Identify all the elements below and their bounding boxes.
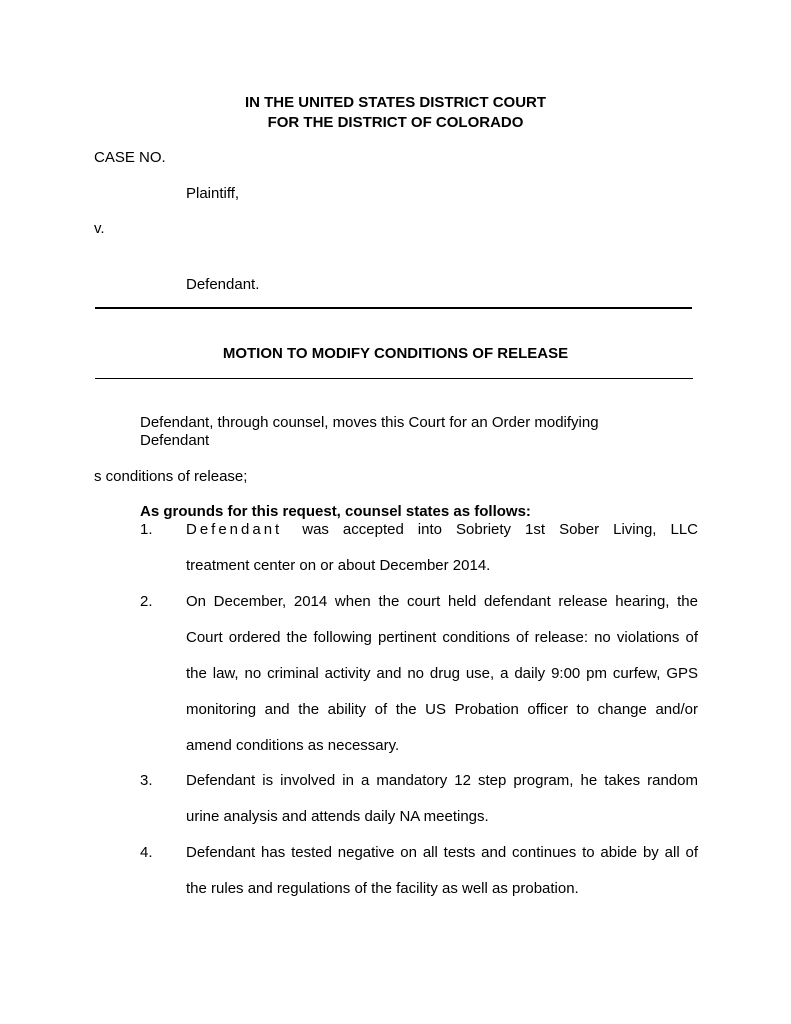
item-2-line-4: monitoring and the ability of the US Probation officer to change and/or — [186, 701, 698, 718]
item-3-line-1: Defendant is involved in a mandatory 12 step program, he takes random — [186, 772, 698, 789]
defendant-label: Defendant. — [186, 276, 260, 293]
intro-line-2: Defendant — [140, 432, 210, 449]
item-4-line-1: Defendant has tested negative on all tests and continues to abide by all of — [186, 844, 698, 861]
item-3-line-2: urine analysis and attends daily NA meetings. — [186, 808, 489, 825]
item-1-number: 1. — [140, 521, 153, 538]
item-1-line-2: treatment center on or about December 2014. — [186, 557, 491, 574]
item-2-line-2: Court ordered the following pertinent conditions of release: no violations of — [186, 629, 698, 646]
item-1-rest: was accepted into Sobriety 1st Sober Living, LLC — [302, 521, 698, 538]
court-name-line1: IN THE UNITED STATES DISTRICT COURT — [244, 94, 547, 111]
item-2-number: 2. — [140, 593, 153, 610]
intro-line-3: s conditions of release; — [94, 468, 248, 485]
title-divider — [95, 378, 693, 379]
motion-title: MOTION TO MODIFY CONDITIONS OF RELEASE — [222, 345, 569, 362]
caption-divider — [95, 307, 692, 309]
item-1-first-word: Defendant — [186, 521, 283, 538]
intro-line-1: Defendant, through counsel, moves this Court for an Order modifying — [140, 414, 599, 431]
court-name-line2: FOR THE DISTRICT OF COLORADO — [267, 114, 524, 131]
item-4-number: 4. — [140, 844, 153, 861]
item-2-line-3: the law, no criminal activity and no drug use, a daily 9:00 pm curfew, GPS — [186, 665, 698, 682]
item-2-line-1: On December, 2014 when the court held defendant release hearing, the — [186, 593, 698, 610]
item-4-line-2: the rules and regulations of the facility as well as probation. — [186, 880, 579, 897]
item-2-line-5: amend conditions as necessary. — [186, 737, 400, 754]
item-1-line-1 — [186, 521, 698, 538]
versus-label: v. — [94, 220, 105, 237]
case-number-label: CASE NO. — [94, 149, 166, 166]
item-3-number: 3. — [140, 772, 153, 789]
grounds-heading: As grounds for this request, counsel states as follows: — [140, 503, 531, 520]
plaintiff-label: Plaintiff, — [186, 185, 240, 202]
